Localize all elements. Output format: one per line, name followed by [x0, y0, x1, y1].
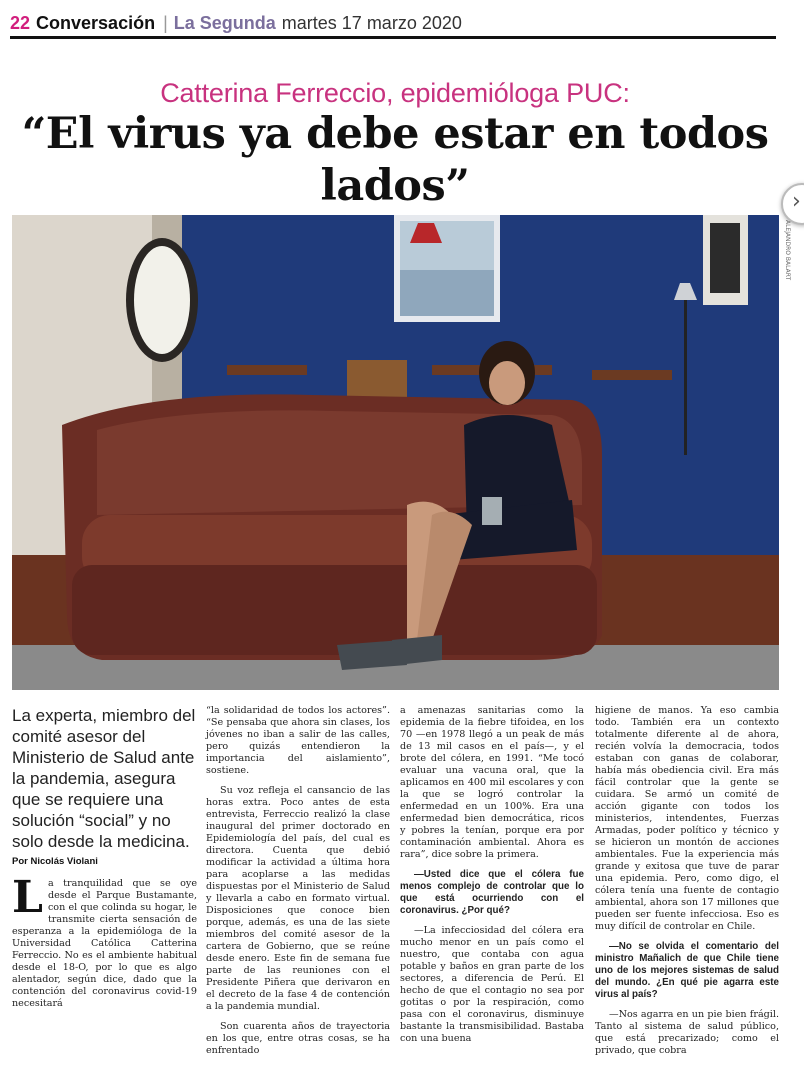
section-name[interactable]: Conversación [36, 12, 156, 33]
article-photo [12, 215, 779, 690]
interview-question: —Usted dice que el cólera fue menos complejo de controlar que lo que está ocurriendo con el coronavirus. ¿Por qué? [400, 869, 584, 916]
photo-credit: ALEJANDRO BALART [784, 220, 791, 281]
article-column-4 [595, 705, 779, 1065]
issue-date: martes 17 marzo 2020 [281, 12, 462, 33]
page-header [10, 10, 776, 39]
column-1-paragraph [12, 872, 197, 1010]
paragraph: Su voz refleja el cansancio de las horas extra. Poco antes de esta entrevista, Ferreccio realizó la clase inaugural del primer doctorado en Epidemiología del país, del cual es directora. Cuenta que debió modificar la actividad a última hora para acoplarse a las medidas dispuestas por el Ministerio de Salud y llevarla a cabo en formato virtual. Disposiciones que conoce bien porque, además, es una de las siete miembros del comité asesor de la cartera de Gobierno, que se reúne desde enero. Este fin de semana fue parte de las reuniones con el Presidente Piñera que derivaron en el decreto de la fase 4 de contención a la pandemia mundial. [206, 785, 390, 1012]
dropcap: L [12, 872, 43, 923]
article-column-1 [12, 872, 197, 1018]
byline: Por Nicolás Violani [12, 856, 98, 867]
headline-text: “El virus ya debe estar en todos lados” [21, 109, 769, 211]
article-kicker: Catterina Ferreccio, epidemióloga PUC: [160, 78, 630, 108]
chevron-right-icon: › [792, 189, 801, 214]
paragraph: Son cuarenta años de trayectoria en los que, entre otras cosas, se ha enfrentado [206, 1021, 390, 1056]
paragraph: “la solidaridad de todos los actores”. “Se pensaba que ahora sin clases, los jóvenes no iban a salir de las calles, pero quizás entendieron la importancia del aislamiento”, sostiene. [206, 705, 390, 776]
paragraph: a amenazas sanitarias como la epidemia de la fiebre tifoidea, en los 70 —en 1978 llegó a un peak de más de 13 mil casos en el país—, y el brote del cólera, en 1991. “Me tocó evaluar una vacuna oral, que la aplicamos en 400 mil escolares y con la que se logró controlar la enfermedad en un 100%. Era una enfermedad bien democrática, ricos y pobres la tenían, porque era por contaminación ambiental. Ahora es rara”, dice sobre la primera. [400, 705, 584, 860]
paragraph: —Nos agarra en un pie bien frágil. Tanto al sistema de salud público, que está precarizado; como el privado, que cobra [595, 1009, 779, 1056]
column-1-text: a tranquilidad que se oye desde el Parque Bustamante, con el que colinda su hogar, le transmite cierta sensación de esperanza a la epidemióloga de la Universidad Católica Catterina Ferreccio. No es el ambiente habitual desde el 18-O, por lo que es algo alentador, según dice, dado que la contención del coronavirus covid-19 necesitará [12, 878, 197, 1009]
interview-question: —No se olvida el comentario del ministro Mañalich de que Chile tiene uno de los mejores sistemas de salud del mundo. ¿En qué pie agarra este virus al país? [595, 941, 779, 1000]
article-column-3 [400, 705, 584, 1053]
portrait-illustration [12, 215, 779, 690]
paragraph: higiene de manos. Ya eso cambia todo. También era un contexto totalmente diferente al de ahora, recién volvía la democracia, todos estaban con ganas de colaborar, había más obediencia civil. Era más fácil controlar que la gente se cuidara. Se armó un comité de acción gigante con todos los ministerios, intendentes, Fuerzas Armadas, poder político y técnico y se hicieron un montón de acciones ambientales. Fue la experiencia más grande y exitosa que tuve de parar una epidemia. Pero, como digo, el cólera tenía una fuente de contagio ambiental, ahora son 17 millones que pueden ser fuente infecciosa. Eso es muy difícil de controlar en Chile. [595, 705, 779, 932]
article-column-2 [206, 705, 390, 1065]
article-headline [0, 108, 790, 212]
newspaper-name[interactable]: La Segunda [173, 12, 276, 33]
paragraph: —La infecciosidad del cólera era mucho menor en un país como el nuestro, que contaba con agua potable y baños en gran parte de los sectores, a diferencia de Perú. El hecho de que el contagio no sea por gotitas o por la respiración, como pasa con el coronavirus, disminuye bastante la transmisibilidad. Bastaba con una buena [400, 925, 584, 1044]
article-lead: La experta, miembro del comité asesor del Ministerio de Salud ante la pandemia, asegura que se requiere una solución “social” y no solo desde la medicina. [12, 706, 196, 851]
header-separator: | [163, 12, 168, 33]
page-number: 22 [10, 12, 31, 33]
